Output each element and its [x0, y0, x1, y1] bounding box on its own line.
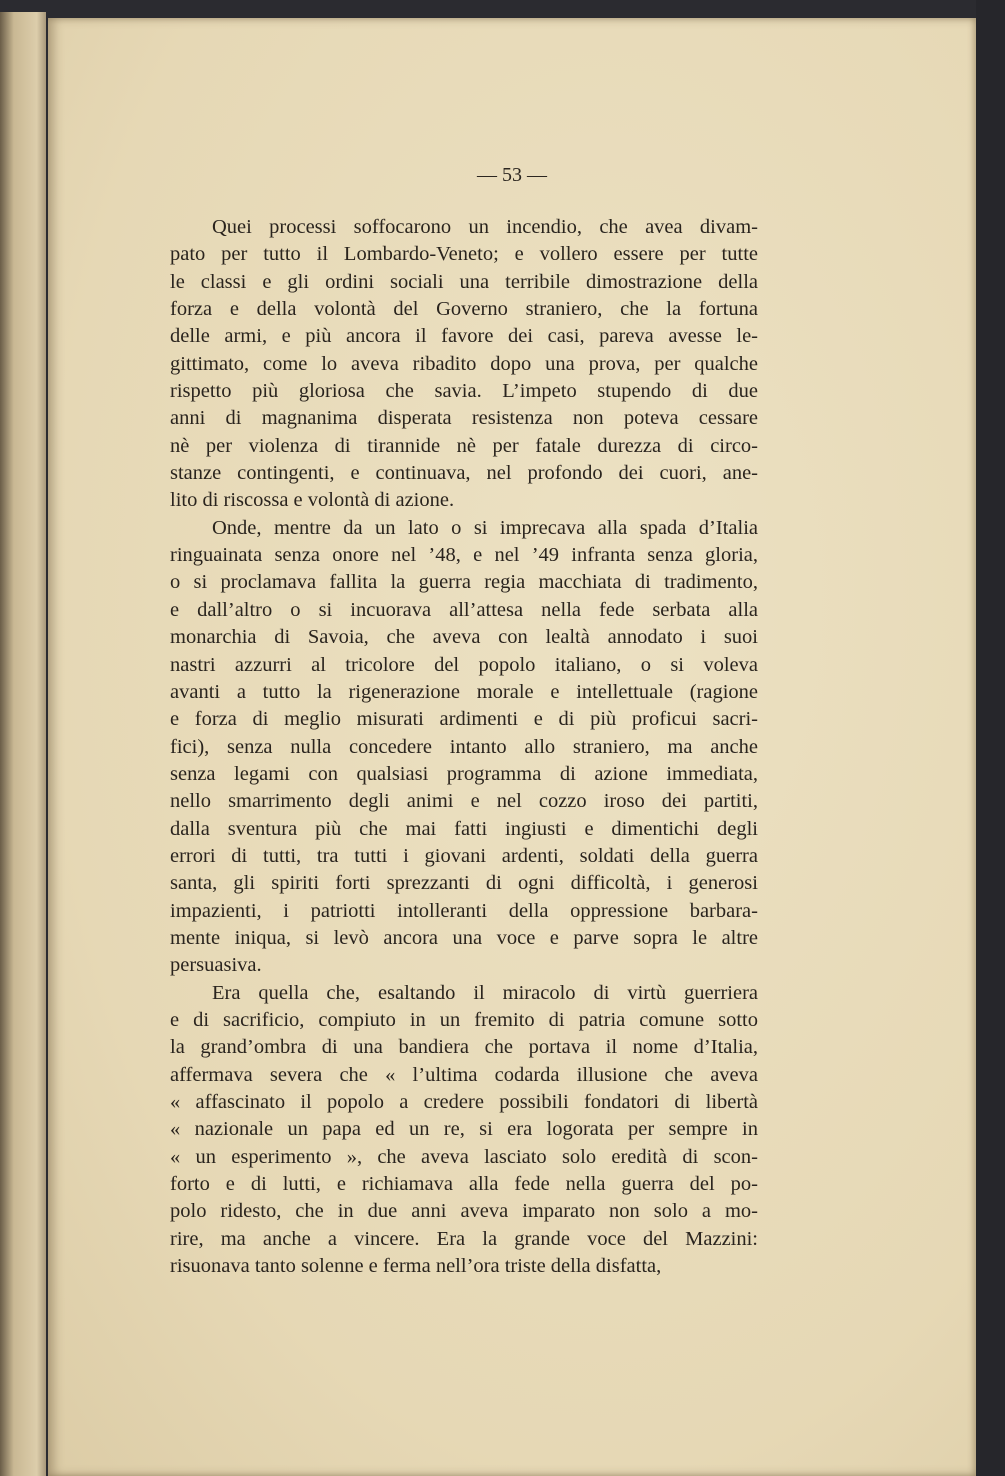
book-page	[48, 18, 976, 1476]
text-line: senza legami con qualsiasi programma di azione immediata,	[170, 762, 758, 785]
text-line: affermava severa che « l’ultima codarda illusione che aveva	[170, 1063, 758, 1086]
text-line: la grand’ombra di una bandiera che portava il nome d’Italia,	[170, 1036, 758, 1059]
text-line: delle armi, e più ancora il favore dei casi, pareva avesse le-	[170, 325, 758, 348]
text-line: impazienti, i patriotti intolleranti della oppressione barbara-	[170, 899, 758, 922]
paragraph	[170, 980, 758, 1281]
text-line: ringuainata senza onore nel ’48, e nel ’49 infranta senza gloria,	[170, 544, 758, 567]
text-line: anni di magnanima disperata resistenza non poteva cessare	[170, 407, 758, 430]
text-line: pato per tutto il Lombardo-Veneto; e vollero essere per tutte	[170, 243, 758, 266]
text-line: e forza di meglio misurati ardimenti e di più proficui sacri-	[170, 708, 758, 731]
text-line: nastri azzurri al tricolore del popolo italiano, o si voleva	[170, 653, 758, 676]
text-line: risuonava tanto solenne e ferma nell’ora triste della disfatta,	[170, 1255, 662, 1278]
text-line: rispetto più gloriosa che savia. L’impeto stupendo di due	[170, 380, 758, 403]
scan-border	[976, 0, 1005, 1476]
text-line: nello smarrimento degli animi e nel cozzo iroso dei partiti,	[170, 790, 758, 813]
text-line: Era quella che, esaltando il miracolo di virtù guerriera	[212, 981, 758, 1004]
text-line: errori di tutti, tra tutti i giovani ardenti, soldati della guerra	[170, 844, 758, 867]
text-line: gittimato, come lo aveva ribadito dopo una prova, per qualche	[170, 352, 758, 375]
paragraph	[170, 214, 758, 515]
text-line: « nazionale un papa ed un re, si era logorata per sempre in	[170, 1118, 758, 1141]
text-line: rire, ma anche a vincere. Era la grande voce del Mazzini:	[170, 1227, 758, 1250]
text-line: e dall’altro o si incuorava all’attesa nella fede serbata alla	[170, 598, 758, 621]
text-line: nè per violenza di tirannide nè per fatale durezza di circo-	[170, 434, 758, 457]
text-line: forza e della volontà del Governo straniero, che la fortuna	[170, 298, 758, 321]
text-line: avanti a tutto la rigenerazione morale e intellettuale (ragione	[170, 680, 758, 703]
text-line: forto e di lutti, e richiamava alla fede nella guerra del po-	[170, 1173, 758, 1196]
text-line: polo ridesto, che in due anni aveva imparato non solo a mo-	[170, 1200, 758, 1223]
facing-page-edge	[0, 12, 46, 1476]
text-line: « affascinato il popolo a credere possibili fondatori di libertà	[170, 1091, 758, 1113]
text-line: monarchia di Savoia, che aveva con lealtà annodato i suoi	[170, 626, 758, 649]
text-line: o si proclamava fallita la guerra regia macchiata di tradimento,	[170, 571, 758, 594]
body-text	[170, 214, 758, 1280]
text-line: Quei processi soffocarono un incendio, che avea divam-	[212, 216, 758, 238]
text-line: « un esperimento », che aveva lasciato solo eredità di scon-	[170, 1145, 758, 1168]
page-number: — 53 —	[477, 164, 547, 186]
paragraph	[170, 515, 758, 980]
text-line: stanze contingenti, e continuava, nel profondo dei cuori, ane-	[170, 462, 758, 485]
text-line: persuasiva.	[170, 954, 262, 977]
text-line: le classi e gli ordini sociali una terribile dimostrazione della	[170, 270, 758, 293]
text-line: santa, gli spiriti forti sprezzanti di ogni difficoltà, i generosi	[170, 872, 758, 895]
text-line: dalla sventura più che mai fatti ingiusti e dimentichi degli	[170, 817, 758, 840]
text-line: mente iniqua, si levò ancora una voce e parve sopra le altre	[170, 926, 758, 949]
text-line: e di sacrificio, compiuto in un fremito di patria comune sotto	[170, 1008, 758, 1031]
text-line: Onde, mentre da un lato o si imprecava alla spada d’Italia	[212, 516, 758, 539]
text-line: fici), senza nulla concedere intanto allo straniero, ma anche	[170, 735, 758, 758]
text-line: lito di riscossa e volontà di azione.	[170, 489, 455, 512]
